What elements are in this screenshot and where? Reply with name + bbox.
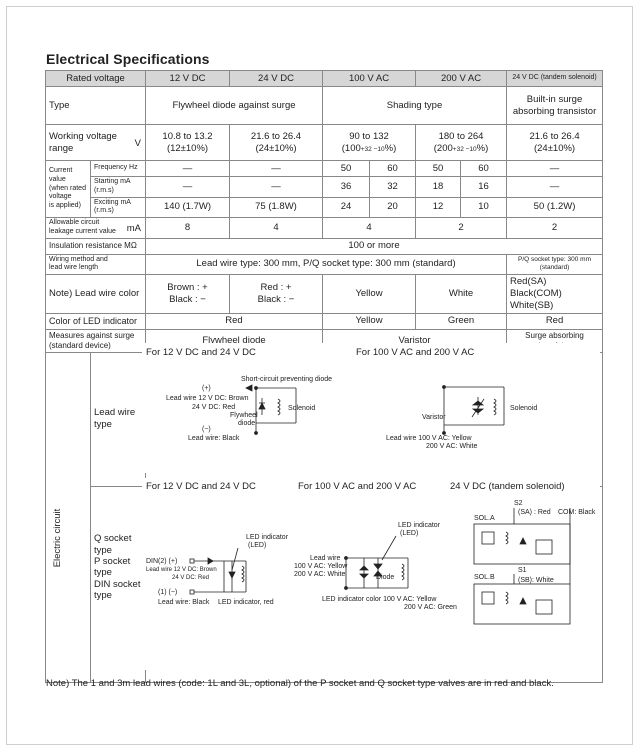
leak-200: 2	[416, 218, 507, 239]
lead-color-row	[46, 275, 603, 314]
svg-text:200 V AC: Green: 200 V AC: Green	[404, 604, 457, 611]
svg-text:diode: diode	[238, 420, 256, 427]
working-tandem: 21.6 to 26.4 (24±10%)	[507, 125, 603, 161]
ac-lead-circuit	[443, 386, 505, 435]
svg-text:Lead wire: Black: Lead wire: Black	[188, 435, 240, 442]
frequency-row	[46, 161, 603, 177]
starting-row	[46, 177, 603, 198]
svg-text:DIN(2) (+): DIN(2) (+)	[146, 558, 178, 565]
freq-tandem: —	[507, 161, 603, 177]
freq-12: —	[146, 161, 230, 177]
leak-100: 4	[323, 218, 416, 239]
exc-100-b: 20	[370, 197, 416, 218]
lead-dc-title: For 12 V DC and 24 V DC	[146, 347, 256, 358]
working-100: 90 to 132 (100+32 −10%)	[323, 125, 416, 161]
start-100-b: 32	[370, 177, 416, 198]
svg-text:(LED): (LED)	[248, 542, 267, 549]
svg-text:Short-circuit preventing diode: Short-circuit preventing diode	[241, 376, 333, 383]
svg-text:Lead wire: Black: Lead wire: Black	[158, 599, 210, 606]
svg-text:LED indicator: LED indicator	[398, 522, 441, 529]
lead-ac-title: For 100 V AC and 200 V AC	[356, 347, 475, 358]
start-tandem: —	[507, 177, 603, 198]
led-label: Color of LED indicator	[46, 313, 146, 329]
wiring-tandem: P/Q socket type: 300 mm (standard)	[507, 254, 603, 275]
svg-text:Lead wire: Lead wire	[310, 555, 341, 562]
freq-100-a: 50	[323, 161, 370, 177]
freq-200-b: 60	[461, 161, 507, 177]
electric-circuit-label	[46, 478, 68, 578]
lead-color-12: Brown : + Black : −	[146, 275, 230, 314]
header-200vac: 200 V AC	[416, 71, 507, 87]
svg-text:Flywheel: Flywheel	[230, 412, 258, 419]
svg-text:S2: S2	[514, 500, 523, 507]
exc-24: 75 (1.8W)	[230, 197, 323, 218]
working-voltage-label: Working voltage range V	[46, 125, 146, 161]
current-label: Current value (when rated voltage is applied)	[46, 161, 91, 218]
frequency-label: Frequency Hz	[91, 161, 146, 177]
svg-text:24 V DC: Red: 24 V DC: Red	[192, 404, 236, 411]
ac-socket-circuit	[345, 536, 409, 590]
svg-text:Lead wire 100 V AC: Yellow: Lead wire 100 V AC: Yellow	[386, 435, 472, 442]
start-12: —	[146, 177, 230, 198]
svg-text:100 V AC: Yellow: 100 V AC: Yellow	[294, 563, 348, 570]
surge-label: Measures against surge (standard device)	[46, 329, 146, 352]
svg-text:(1) (−): (1) (−)	[158, 589, 178, 596]
surge-tandem: Surge absorbing transistor	[507, 329, 603, 352]
leak-24: 4	[230, 218, 323, 239]
insulation-label: Insulation resistance MΩ	[46, 238, 146, 254]
svg-text:Solenoid: Solenoid	[288, 405, 316, 412]
exc-tandem: 50 (1.2W)	[507, 197, 603, 218]
working-12: 10.8 to 13.2 (12±10%)	[146, 125, 230, 161]
wiring-value: Lead wire type: 300 mm, P/Q socket type: 300 mm (standard)	[146, 254, 507, 275]
exc-200-b: 10	[461, 197, 507, 218]
led-dc: Red	[146, 313, 323, 329]
svg-text:COM: Black: COM: Black	[558, 509, 596, 516]
start-24: —	[230, 177, 323, 198]
exc-12: 140 (1.7W)	[146, 197, 230, 218]
lead-wire-diagrams	[142, 343, 600, 473]
svg-text:Diode: Diode	[376, 574, 395, 581]
svg-text:LED indicator, red: LED indicator, red	[218, 599, 274, 606]
svg-text:(SB): White: (SB): White	[518, 577, 554, 584]
working-24: 21.6 to 26.4 (24±10%)	[230, 125, 323, 161]
svg-text:LED indicator: LED indicator	[246, 534, 289, 541]
rated-voltage-header: Rated voltage	[46, 71, 146, 87]
type-dc: Flywheel diode against surge	[146, 87, 323, 125]
freq-100-b: 60	[370, 161, 416, 177]
start-200-a: 18	[416, 177, 461, 198]
svg-text:200 V AC: White: 200 V AC: White	[426, 443, 478, 450]
type-ac: Shading type	[323, 87, 507, 125]
surge-ac: Varistor	[323, 329, 507, 352]
header-12vdc: 12 V DC	[146, 71, 230, 87]
svg-text:(SA) : Red: (SA) : Red	[518, 509, 551, 516]
lead-color-tandem: Red(SA) Black(COM) White(SB)	[507, 275, 603, 314]
freq-200-a: 50	[416, 161, 461, 177]
insulation-row	[46, 238, 603, 254]
tandem-socket-circuit	[474, 508, 570, 624]
socket-dc-title: For 12 V DC and 24 V DC	[146, 481, 256, 492]
header-100vac: 100 V AC	[323, 71, 416, 87]
exc-100-a: 24	[323, 197, 370, 218]
led-row	[46, 313, 603, 329]
section-title: Electrical Specifications	[46, 51, 210, 67]
svg-text:(+): (+)	[202, 385, 211, 392]
header-24vdc-tandem: 24 V DC (tandem solenoid)	[507, 71, 603, 87]
leakage-label: Allowable circuit leakage current value mA	[46, 218, 146, 239]
svg-text:Electric circuit: Electric circuit	[52, 508, 63, 568]
starting-label: Starting mA (r.m.s)	[91, 177, 146, 198]
socket-ac-title: For 100 V AC and 200 V AC	[298, 481, 417, 492]
header-24vdc: 24 V DC	[230, 71, 323, 87]
led-100: Yellow	[323, 313, 416, 329]
lead-wire-type-label: Lead wire type	[91, 352, 146, 486]
led-tandem: Red	[507, 313, 603, 329]
exciting-row	[46, 197, 603, 218]
svg-text:S1: S1	[518, 567, 527, 574]
svg-text:SOL.B: SOL.B	[474, 574, 495, 581]
lead-color-24: Red : + Black : −	[230, 275, 323, 314]
svg-text:SOL.A: SOL.A	[474, 515, 495, 522]
svg-text:Lead wire 12 V DC: Brown: Lead wire 12 V DC: Brown	[166, 395, 249, 402]
freq-24: —	[230, 161, 323, 177]
exciting-label: Exciting mA (r.m.s)	[91, 197, 146, 218]
type-label: Type	[46, 87, 146, 125]
socket-diagrams	[142, 478, 600, 670]
type-row	[46, 87, 603, 125]
socket-type-label: Q socket type P socket type DIN socket type	[91, 486, 146, 682]
working-voltage-row	[46, 125, 603, 161]
working-200: 180 to 264 (200+32 −10%)	[416, 125, 507, 161]
footnote: Note) The 1 and 3m lead wires (code: 1L and 3L, optional) of the P socket and Q socket type valves are in red and black.	[46, 678, 554, 689]
insulation-value: 100 or more	[146, 238, 603, 254]
leakage-row	[46, 218, 603, 239]
exc-200-a: 12	[416, 197, 461, 218]
header-row	[46, 71, 603, 87]
start-100-a: 36	[323, 177, 370, 198]
lead-color-100: Yellow	[323, 275, 416, 314]
svg-text:24 V DC: Red: 24 V DC: Red	[172, 575, 210, 581]
lead-color-label: Note) Lead wire color	[46, 275, 146, 314]
wiring-label: Wiring method and lead wire length	[46, 254, 146, 275]
svg-text:(−): (−)	[202, 426, 211, 433]
leak-tandem: 2	[507, 218, 603, 239]
svg-text:Lead wire 12 V DC: Brown: Lead wire 12 V DC: Brown	[146, 567, 217, 573]
surge-dc: Flywheel diode	[146, 329, 323, 352]
svg-text:Varistor: Varistor	[422, 414, 446, 421]
wiring-row	[46, 254, 603, 275]
svg-text:Solenoid: Solenoid	[510, 405, 538, 412]
type-tandem: Built-in surge absorbing transistor	[507, 87, 603, 125]
leak-12: 8	[146, 218, 230, 239]
lead-color-200: White	[416, 275, 507, 314]
svg-text:LED indicator color 100 V AC:: LED indicator color 100 V AC: Yellow	[322, 596, 437, 603]
svg-text:(LED): (LED)	[400, 530, 419, 537]
led-200: Green	[416, 313, 507, 329]
socket-tandem-title: 24 V DC (tandem solenoid)	[450, 481, 565, 492]
start-200-b: 16	[461, 177, 507, 198]
svg-text:200 V AC: White: 200 V AC: White	[294, 571, 346, 578]
